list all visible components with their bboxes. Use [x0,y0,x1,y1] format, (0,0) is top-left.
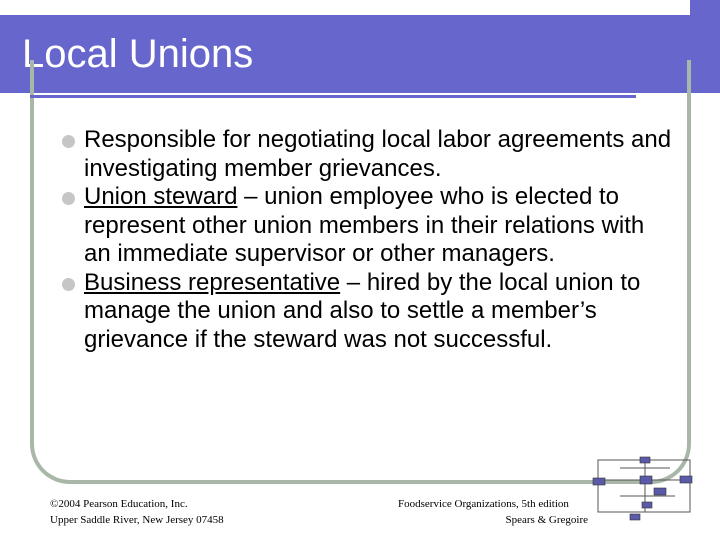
footer-right-line2: Spears & Gregoire [505,514,588,526]
bullet-dot-icon [62,278,75,291]
footer-copyright [50,496,224,528]
bullet-item [62,183,672,269]
bullet-dot-icon [62,135,75,148]
bullet-text: – union employee who is elected to represent other union members in their relations with an immediate supervisor or other managers. [84,183,645,267]
bullet-text: Responsible for negotiating local labor agreements and investigating member grievances. [84,126,672,182]
term-business-representative: Business representative [84,268,341,296]
bullet-item [62,269,672,355]
footer-book-credit [398,496,588,528]
footer-right-line1: Foodservice Organizations, 5th edition [398,498,569,510]
bullet-item [62,126,672,183]
slide-title: Local Unions [22,32,254,76]
bullet-dot-icon [62,192,75,205]
top-accent-strip [690,0,720,15]
flowchart-decoration-icon [590,454,700,522]
title-rule [30,95,636,98]
footer-left-line2: Upper Saddle River, New Jersey 07458 [50,514,224,526]
term-union-steward: Union steward [84,183,238,210]
footer-left-line1: ©2004 Pearson Education, Inc. [50,498,188,510]
bullet-list [62,126,672,354]
bullet-text: – hired by the local union to manage the union and also to settle a member’s grievance if the steward was not successful. [84,268,641,353]
